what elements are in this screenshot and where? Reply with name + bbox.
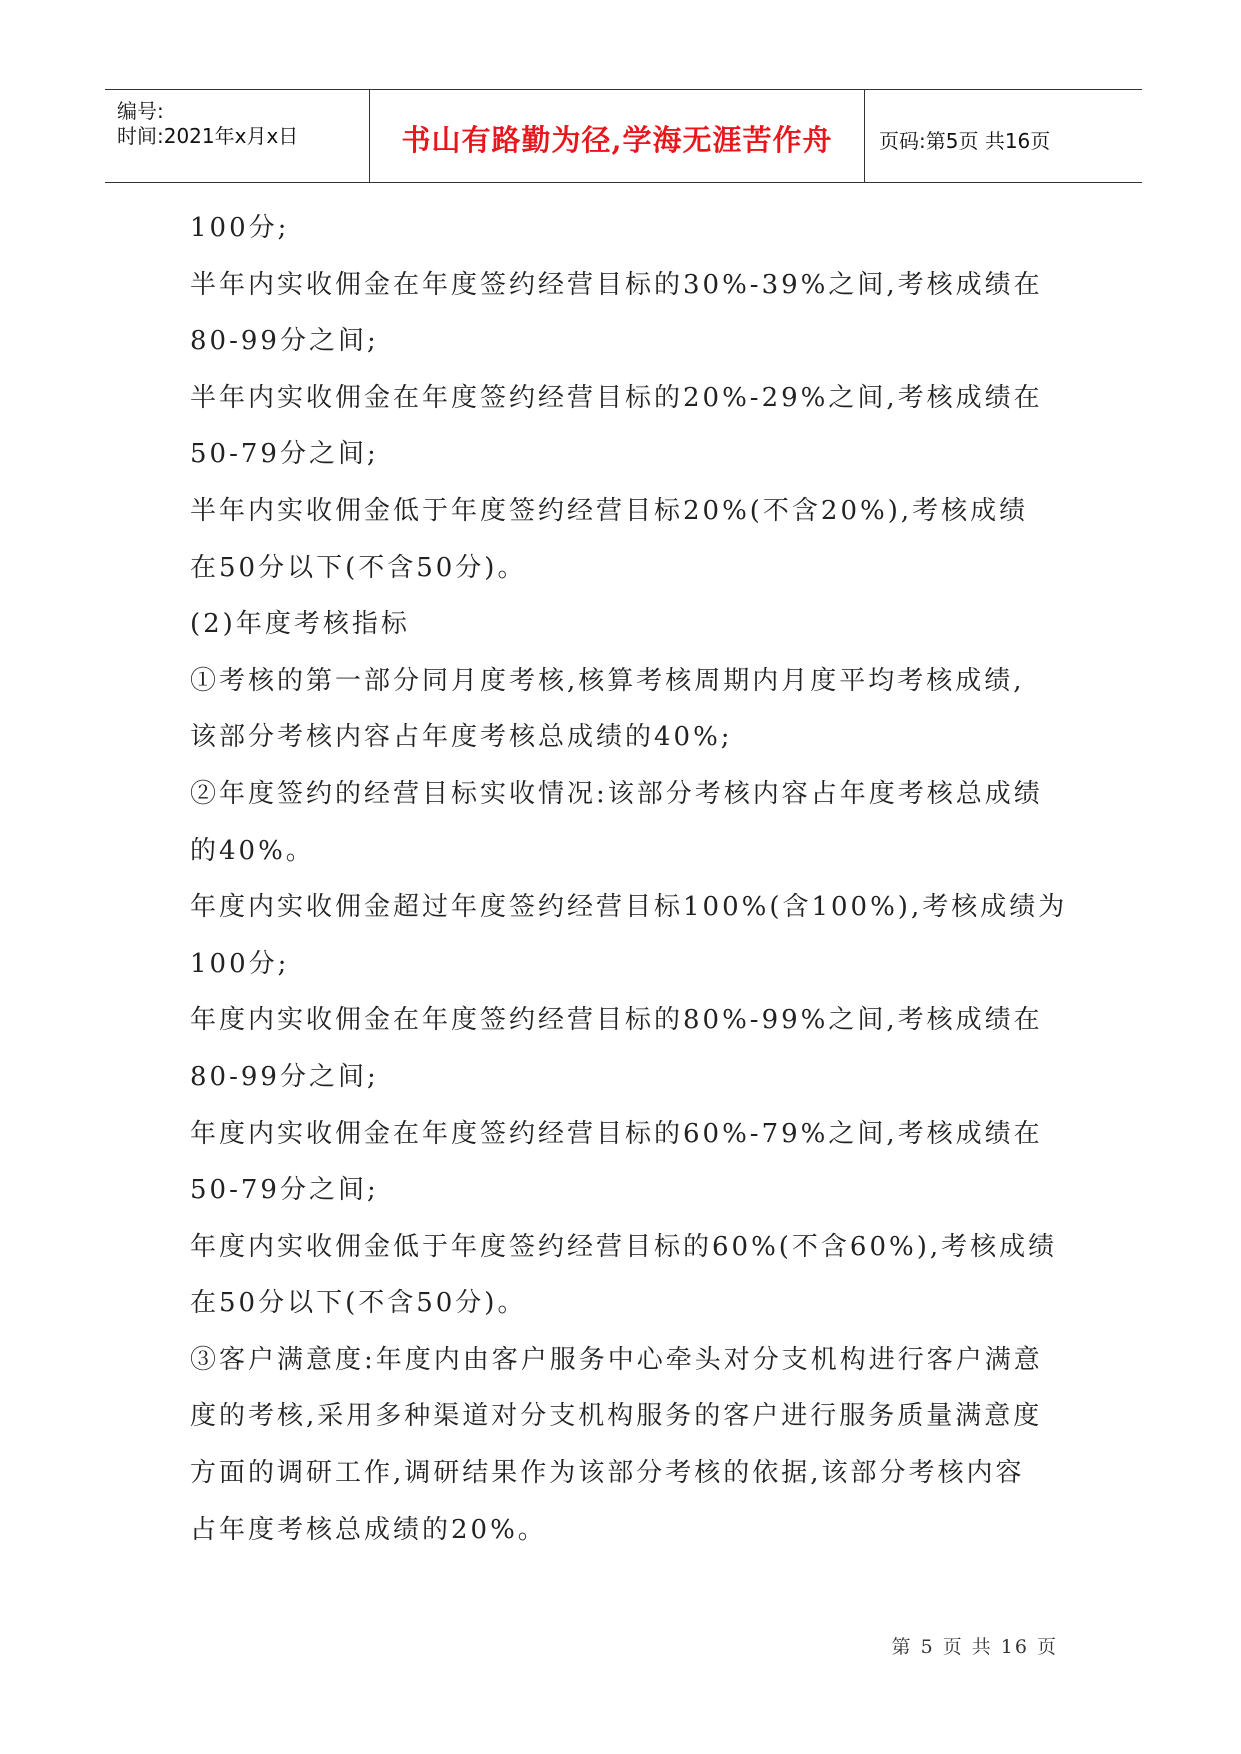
body-line: 50-79分之间; [190, 1175, 379, 1206]
body-line: 在50分以下(不含50分)。 [190, 1288, 527, 1319]
body-line: 度的考核,采用多种渠道对分支机构服务的客户进行服务质量满意度 [190, 1401, 1043, 1432]
body-line: 100分; [190, 213, 290, 243]
document-body [190, 208, 1070, 1566]
header-motto: 书山有路勤为径,学海无涯苦作舟 [401, 123, 833, 157]
body-line: 在50分以下(不含50分)。 [190, 552, 527, 583]
body-line: ①考核的第一部分同月度考核,核算考核周期内月度平均考核成绩, [190, 665, 1025, 696]
body-line: ②年度签约的经营目标实收情况:该部分考核内容占年度考核总成绩 [190, 778, 1043, 809]
body-line: ③客户满意度:年度内由客户服务中心牵头对分支机构进行客户满意 [190, 1344, 1043, 1375]
page-header [105, 89, 1142, 183]
document-code-label: 编号: [117, 99, 164, 123]
body-line: 方面的调研工作,调研结果作为该部分考核的依据,该部分考核内容 [190, 1458, 1025, 1489]
document-time-label: 时间:2021年x月x日 [117, 124, 299, 148]
header-motto-cell [370, 90, 865, 182]
header-page-cell [865, 90, 1142, 182]
page-footer-number: 第 5 页 共 16 页 [891, 1636, 1058, 1658]
header-info-cell [105, 90, 370, 182]
body-line: 年度内实收佣金在年度签约经营目标的80%-99%之间,考核成绩在 [190, 1005, 1043, 1036]
body-line: 半年内实收佣金在年度签约经营目标的20%-29%之间,考核成绩在 [190, 382, 1043, 413]
body-line: 100分; [190, 948, 290, 979]
body-line: 年度内实收佣金低于年度签约经营目标的60%(不含60%),考核成绩 [190, 1231, 1058, 1262]
body-line: 的40%。 [190, 835, 315, 866]
body-line: 50-79分之间; [190, 439, 379, 470]
body-line: 年度内实收佣金超过年度签约经营目标100%(含100%),考核成绩为 [190, 892, 1068, 923]
body-line: 占年度考核总成绩的20%。 [190, 1514, 547, 1545]
header-page-number: 页码:第5页 共16页 [879, 129, 1051, 153]
body-line: 80-99分之间; [190, 326, 379, 357]
body-line: 半年内实收佣金在年度签约经营目标的30%-39%之间,考核成绩在 [190, 269, 1043, 300]
body-line: 该部分考核内容占年度考核总成绩的40%; [190, 722, 733, 753]
body-line: 半年内实收佣金低于年度签约经营目标20%(不含20%),考核成绩 [190, 495, 1029, 526]
body-line: 年度内实收佣金在年度签约经营目标的60%-79%之间,考核成绩在 [190, 1118, 1043, 1149]
body-line: 80-99分之间; [190, 1061, 379, 1092]
section-heading: (2)年度考核指标 [190, 609, 410, 640]
